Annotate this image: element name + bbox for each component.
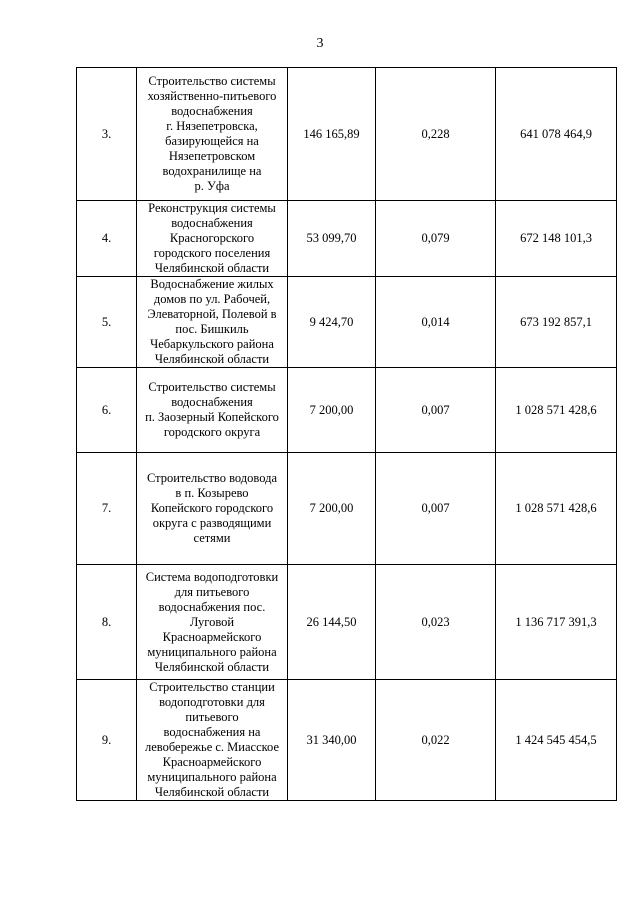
project-name — [137, 68, 288, 201]
project-name-line: домов по ул. Рабочей, — [153, 292, 271, 306]
project-name-line: округа с разводящими — [152, 516, 272, 530]
project-name-line: водоснабжения — [171, 104, 253, 118]
project-name-line: городского поселения — [153, 246, 271, 260]
table-row — [77, 680, 617, 801]
project-name-line: водоснабжения пос. — [158, 599, 266, 614]
project-name-line: водоподготовки для — [159, 695, 265, 709]
project-name-line: пос. Бишкиль — [175, 322, 249, 336]
value-c: 1 136 717 391,3 — [496, 565, 617, 680]
project-name — [137, 277, 288, 368]
row-number: 7. — [77, 453, 137, 565]
project-name-line: Челябинской области — [154, 659, 270, 674]
project-name-line: базирующейся на — [165, 134, 259, 148]
project-name-line: хозяйственно-питьевого — [147, 89, 277, 103]
project-name-line: Красноармейского — [162, 755, 262, 769]
value-a: 7 200,00 — [288, 368, 376, 453]
value-a: 9 424,70 — [288, 277, 376, 368]
table-row — [77, 565, 617, 680]
row-number: 8. — [77, 565, 137, 680]
value-c: 672 148 101,3 — [496, 201, 617, 277]
value-c: 1 028 571 428,6 — [496, 453, 617, 565]
project-name-line: городского округа — [163, 425, 261, 439]
project-name-line: р. Уфа — [194, 179, 230, 193]
project-name — [137, 565, 288, 680]
value-b: 0,022 — [376, 680, 496, 801]
value-a: 53 099,70 — [288, 201, 376, 277]
project-name-line: водоснабжения — [171, 395, 253, 409]
project-name — [137, 680, 288, 801]
project-name-line: п. Заозерный Копейского — [145, 410, 279, 424]
project-name — [137, 368, 288, 453]
row-number: 6. — [77, 368, 137, 453]
page-number: 3 — [316, 36, 324, 51]
value-b: 0,079 — [376, 201, 496, 277]
project-name-line: сетями — [193, 531, 231, 545]
project-name-line: Нязепетровском — [168, 149, 256, 163]
value-c: 641 078 464,9 — [496, 68, 617, 201]
project-name-line: водохранилище на — [162, 164, 262, 178]
project-name-line: муниципального района — [147, 644, 277, 659]
value-b: 0,228 — [376, 68, 496, 201]
project-name-line: Копейского городского — [150, 501, 274, 515]
project-name — [137, 201, 288, 277]
value-b: 0,023 — [376, 565, 496, 680]
project-name-line: питьевого — [185, 710, 239, 724]
value-c: 1 424 545 454,5 — [496, 680, 617, 801]
project-name-line: Строительство системы — [148, 380, 276, 394]
project-name — [137, 453, 288, 565]
project-name-line: Водоснабжение жилых — [150, 277, 274, 291]
project-name-line: Челябинской области — [154, 352, 270, 366]
project-name-line: Система водоподготовки — [145, 569, 279, 584]
project-name-line: Челябинской области — [154, 261, 270, 275]
projects-table — [76, 67, 617, 801]
project-name-line: Луговой — [189, 614, 235, 629]
value-b: 0,007 — [376, 453, 496, 565]
project-name-line: Чебаркульского района — [150, 337, 274, 351]
table-row — [77, 201, 617, 277]
value-b: 0,007 — [376, 368, 496, 453]
value-c: 673 192 857,1 — [496, 277, 617, 368]
table-row — [77, 453, 617, 565]
row-number: 4. — [77, 201, 137, 277]
project-name-line: Элеваторной, Полевой в — [147, 307, 277, 321]
project-name-line: в п. Козырево — [175, 486, 249, 500]
value-a: 146 165,89 — [288, 68, 376, 201]
project-name-line: левобережье с. Миасское — [144, 740, 280, 754]
project-name-line: водоснабжения — [171, 216, 253, 230]
value-a: 31 340,00 — [288, 680, 376, 801]
project-name-line: Строительство водовода — [146, 471, 278, 485]
project-name-line: Строительство станции — [149, 680, 275, 694]
project-name-line: Красногорского — [169, 231, 255, 245]
row-number: 5. — [77, 277, 137, 368]
table-row — [77, 68, 617, 201]
row-number: 3. — [77, 68, 137, 201]
value-a: 7 200,00 — [288, 453, 376, 565]
project-name-line: водоснабжения на — [163, 725, 261, 739]
project-name-line: Строительство системы — [148, 74, 276, 88]
project-name-line: г. Нязепетровска, — [166, 119, 258, 133]
project-name-line: Реконструкция системы — [148, 201, 276, 215]
value-c: 1 028 571 428,6 — [496, 368, 617, 453]
project-name-line: муниципального района — [147, 770, 277, 784]
table-row — [77, 368, 617, 453]
project-name-line: для питьевого — [174, 584, 250, 599]
project-name-line: Красноармейского — [162, 629, 262, 644]
value-b: 0,014 — [376, 277, 496, 368]
value-a: 26 144,50 — [288, 565, 376, 680]
project-name-line: Челябинской области — [154, 785, 270, 799]
row-number: 9. — [77, 680, 137, 801]
table-row — [77, 277, 617, 368]
